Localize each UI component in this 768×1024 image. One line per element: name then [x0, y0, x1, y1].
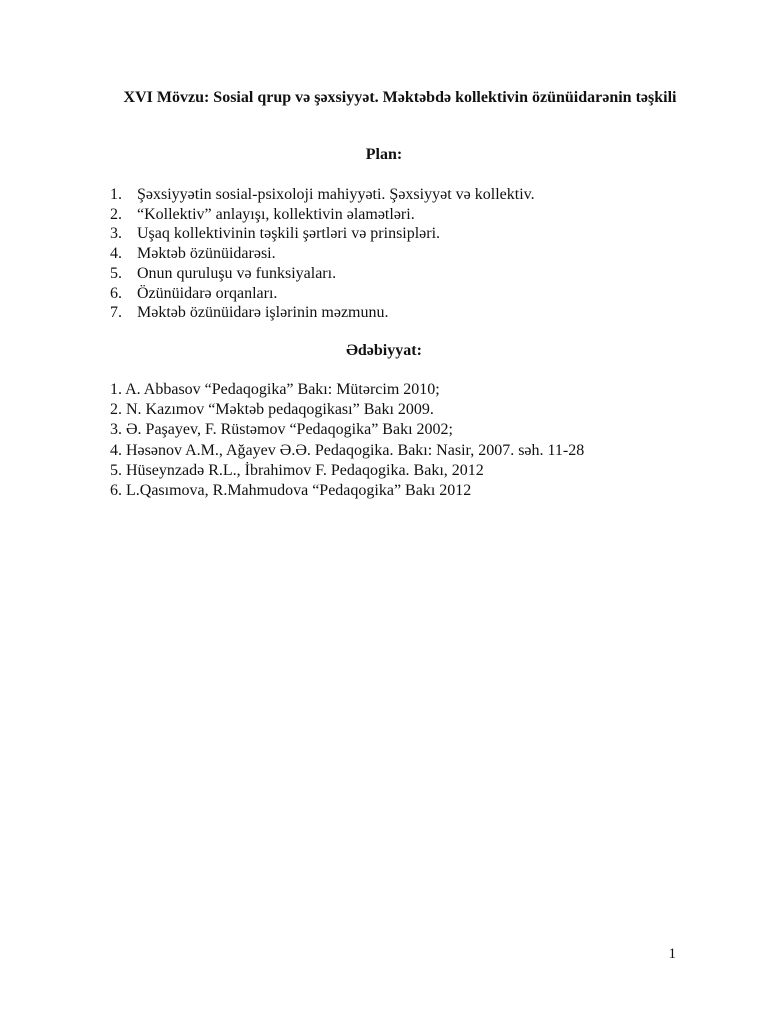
list-item: 5. Onun quruluşu və funksiyaları.: [110, 264, 337, 282]
list-item: 7. Məktəb özünüidarə işlərinin məzmunu.: [110, 304, 389, 322]
plan-heading: Plan:: [365, 146, 403, 163]
page-number: 1: [668, 946, 676, 962]
list-item: 1. Şəxsiyyətin sosial-psixoloji mahiyyəti. Şəxsiyyət və kollektiv.: [110, 186, 535, 203]
list-item: 4. Həsənov A.M., Ağayev Ə.Ə. Pedaqogika. Bakı: Nasir, 2007. səh. 11-28: [110, 441, 585, 459]
list-item: 5. Hüseynzadə R.L., İbrahimov F. Pedaqogika. Bakı, 2012: [110, 461, 484, 479]
literature-list: [110, 380, 584, 501]
list-item: 4. Məktəb özünüidarəsi.: [110, 245, 276, 263]
document-title: XVI Mövzu: Sosial qrup və şəxsiyyət. Məktəbdə kollektivin özünüidarənin təşkili: [123, 89, 677, 106]
list-item: 6. L.Qasımova, R.Mahmudova “Pedaqogika” Bakı 2012: [110, 482, 472, 500]
list-item: 6. Özünüidarə orqanları.: [110, 284, 278, 302]
list-item: 2. “Kollektiv” anlayışı, kollektivin əlamətləri.: [110, 205, 415, 223]
plan-list: [110, 185, 535, 323]
list-item: 3. Ə. Paşayev, F. Rüstəmov “Pedaqogika” Bakı 2002;: [110, 421, 453, 439]
list-item: 1. A. Abbasov “Pedaqogika” Bakı: Mütərcim 2010;: [110, 381, 440, 398]
literature-heading: Ədəbiyyat:: [346, 342, 422, 359]
list-item: 2. N. Kazımov “Məktəb pedaqogikası” Bakı 2009.: [110, 401, 434, 419]
list-item: 3. Uşaq kollektivinin təşkili şərtləri və prinsipləri.: [110, 225, 441, 243]
